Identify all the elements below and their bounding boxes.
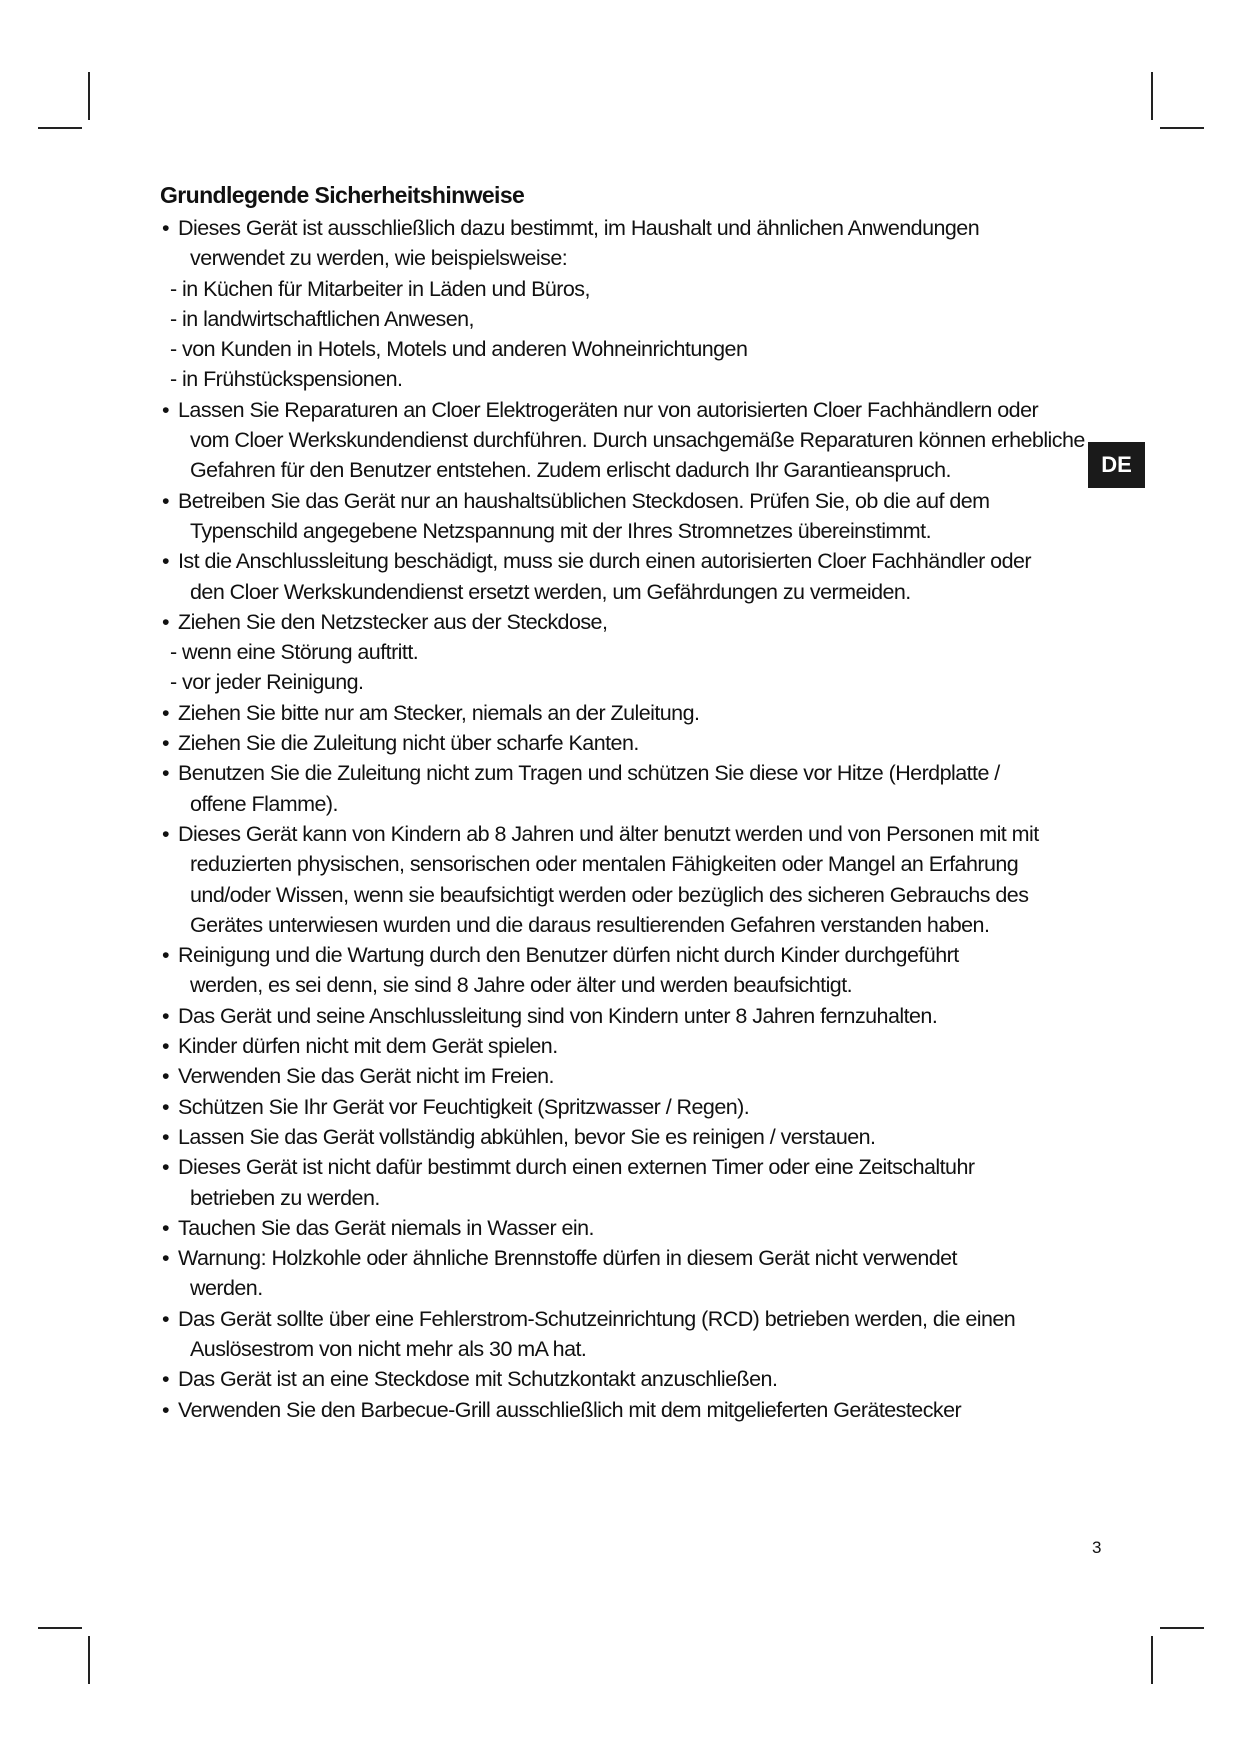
- page-number: 3: [1092, 1538, 1102, 1557]
- bullet-item: • Dieses Gerät ist nicht dafür bestimmt durch einen externen Timer oder eine Zeitschaltuhr: [160, 1152, 1085, 1182]
- bullet-item: • Das Gerät und seine Anschlussleitung sind von Kindern unter 8 Jahren fernzuhalten.: [160, 1001, 1085, 1031]
- bullet-continuation: werden.: [190, 1276, 263, 1301]
- sub-item: - wenn eine Störung auftritt.: [170, 640, 419, 665]
- bullet-item: • Ist die Anschlussleitung beschädigt, muss sie durch einen autorisierten Cloer Fachhändler oder: [160, 546, 1085, 576]
- crop-mark-top-left-vertical: [88, 72, 90, 120]
- bullet-continuation: offene Flamme).: [190, 791, 338, 816]
- bullet-continuation: Auslösestrom von nicht mehr als 30 mA hat.: [190, 1336, 587, 1361]
- bullet-item: • Dieses Gerät ist ausschließlich dazu bestimmt, im Haushalt und ähnlichen Anwendungen: [160, 213, 1085, 243]
- bullet-continuation: Gefahren für den Benutzer entstehen. Zudem erlischt dadurch Ihr Garantieanspruch.: [190, 458, 951, 483]
- bullet-continuation: den Cloer Werkskundendienst ersetzt werden, um Gefährdungen zu vermeiden.: [190, 579, 911, 604]
- bullet-continuation: werden, es sei denn, sie sind 8 Jahre oder älter und werden beaufsichtigt.: [190, 973, 853, 998]
- crop-mark-bottom-right-vertical: [1151, 1636, 1153, 1684]
- bullet-item: • Tauchen Sie das Gerät niemals in Wasser ein.: [160, 1213, 1085, 1243]
- bullet-item: • Ziehen Sie die Zuleitung nicht über scharfe Kanten.: [160, 728, 1085, 758]
- bullet-item: • Schützen Sie Ihr Gerät vor Feuchtigkeit (Spritzwasser / Regen).: [160, 1092, 1085, 1122]
- bullet-item: • Das Gerät ist an eine Steckdose mit Schutzkontakt anzuschließen.: [160, 1364, 1085, 1394]
- bullet-item: • Verwenden Sie den Barbecue-Grill ausschließlich mit dem mitgelieferten Gerätestecker: [160, 1395, 1085, 1425]
- bullet-item: • Das Gerät sollte über eine Fehlerstrom-Schutzeinrichtung (RCD) betrieben werden, die einen: [160, 1304, 1085, 1334]
- section-title: Grundlegende Sicherheitshinweise: [160, 182, 525, 208]
- bullet-item: • Lassen Sie das Gerät vollständig abkühlen, bevor Sie es reinigen / verstauen.: [160, 1122, 1085, 1152]
- bullet-item: • Lassen Sie Reparaturen an Cloer Elektrogeräten nur von autorisierten Cloer Fachhändlern oder: [160, 395, 1085, 425]
- crop-mark-bottom-right-horizontal: [1160, 1627, 1204, 1629]
- bullet-continuation: vom Cloer Werkskundendienst durchführen. Durch unsachgemäße Reparaturen können erhebliche: [190, 428, 1085, 453]
- bullet-continuation: reduzierten physischen, sensorischen oder mentalen Fähigkeiten oder Mangel an Erfahrung: [190, 852, 1019, 877]
- bullet-item: • Kinder dürfen nicht mit dem Gerät spielen.: [160, 1031, 1085, 1061]
- bullet-continuation: betrieben zu werden.: [190, 1185, 380, 1210]
- safety-instructions-section: [160, 180, 1085, 1425]
- sub-item: - von Kunden in Hotels, Motels und anderen Wohneinrichtungen: [170, 337, 748, 362]
- crop-mark-top-right-horizontal: [1160, 127, 1204, 129]
- crop-mark-top-right-vertical: [1151, 72, 1153, 120]
- bullet-item: • Warnung: Holzkohle oder ähnliche Brennstoffe dürfen in diesem Gerät nicht verwendet: [160, 1243, 1085, 1273]
- sub-item: - in Frühstückspensionen.: [170, 367, 403, 392]
- sub-item: - vor jeder Reinigung.: [170, 670, 364, 695]
- bullet-continuation: Typenschild angegebene Netzspannung mit der Ihres Stromnetzes übereinstimmt.: [190, 518, 931, 543]
- bullet-item: • Verwenden Sie das Gerät nicht im Freien.: [160, 1061, 1085, 1091]
- bullet-item: • Ziehen Sie bitte nur am Stecker, niemals an der Zuleitung.: [160, 698, 1085, 728]
- bullet-item: • Benutzen Sie die Zuleitung nicht zum Tragen und schützen Sie diese vor Hitze (Herdplatte /: [160, 758, 1085, 788]
- crop-mark-bottom-left-horizontal: [38, 1627, 82, 1629]
- crop-mark-bottom-left-vertical: [88, 1636, 90, 1684]
- sub-item: - in Küchen für Mitarbeiter in Läden und Büros,: [170, 276, 590, 301]
- bullet-item: • Dieses Gerät kann von Kindern ab 8 Jahren und älter benutzt werden und von Personen mit mit: [160, 819, 1085, 849]
- language-tab: DE: [1088, 442, 1145, 488]
- bullet-item: • Betreiben Sie das Gerät nur an haushaltsüblichen Steckdosen. Prüfen Sie, ob die auf dem: [160, 486, 1085, 516]
- bullet-continuation: verwendet zu werden, wie beispielsweise:: [190, 246, 568, 271]
- instruction-list: [160, 213, 1085, 1425]
- bullet-item: • Ziehen Sie den Netzstecker aus der Steckdose,: [160, 607, 1085, 637]
- bullet-continuation: Gerätes unterwiesen wurden und die daraus resultierenden Gefahren verstanden haben.: [190, 912, 990, 937]
- bullet-continuation: und/oder Wissen, wenn sie beaufsichtigt werden oder bezüglich des sicheren Gebrauchs des: [190, 882, 1029, 907]
- bullet-item: • Reinigung und die Wartung durch den Benutzer dürfen nicht durch Kinder durchgeführt: [160, 940, 1085, 970]
- sub-item: - in landwirtschaftlichen Anwesen,: [170, 306, 474, 331]
- crop-mark-top-left-horizontal: [38, 127, 82, 129]
